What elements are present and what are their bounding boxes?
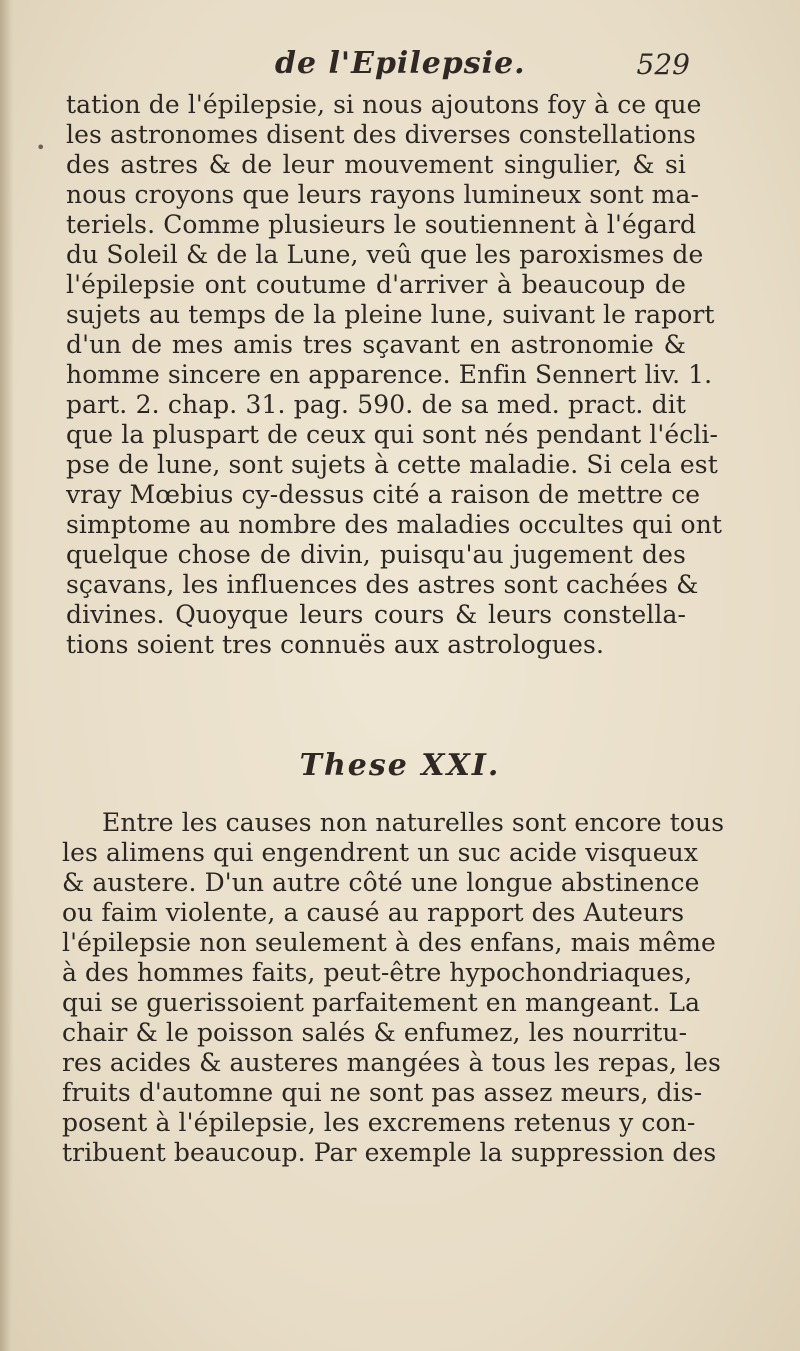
page-header [60, 46, 690, 94]
text-line: d'un de mes amis tres sçavant en astronomie & [66, 330, 686, 359]
text-line: homme sincere en apparence. Enfin Sennert liv. 1. [66, 360, 713, 389]
text-line: posent à l'épilepsie, les excremens retenus y con- [62, 1108, 696, 1137]
text-line: tation de l'épilepsie, si nous ajoutons foy à ce que [66, 90, 702, 119]
page-number: 529 [636, 48, 690, 81]
text-line: ou faim violente, a causé au rapport des Auteurs [62, 898, 685, 927]
paragraph-2 [62, 808, 725, 1168]
text-line: quelque chose de divin, puisqu'au jugement des [66, 540, 686, 569]
text-line: nous croyons que leurs rayons lumineux sont ma- [66, 180, 700, 209]
text-line: l'épilepsie ont coutume d'arriver à beaucoup de [66, 270, 686, 299]
margin-dot: • [36, 138, 46, 157]
text-line: sçavans, les influences des astres sont cachées & [66, 570, 699, 599]
text-line: part. 2. chap. 31. pag. 590. de sa med. pract. dit [66, 390, 686, 419]
text-line: teriels. Comme plusieurs le soutiennent à l'égard [66, 210, 697, 239]
paragraph-1 [66, 90, 723, 660]
text-line: les astronomes disent des diverses constellations [66, 120, 696, 149]
section-heading: These XXI. [299, 748, 501, 783]
text-line: sujets au temps de la pleine lune, suivant le raport [66, 300, 715, 329]
page-gutter-shadow [0, 0, 14, 1351]
text-line: fruits d'automne qui ne sont pas assez meurs, dis- [62, 1078, 703, 1107]
running-title: de l'Epilepsie. [275, 46, 526, 81]
text-line: du Soleil & de la Lune, veû que les paroxismes de [66, 240, 704, 269]
text-line: chair & le poisson salés & enfumez, les nourritu- [62, 1018, 688, 1047]
text-line: tribuent beaucoup. Par exemple la suppression des [62, 1138, 717, 1167]
text-line: pse de lune, sont sujets à cette maladie. Si cela est [66, 450, 718, 479]
text-line: qui se guerissoient parfaitement en mangeant. La [62, 988, 701, 1017]
text-line: que la pluspart de ceux qui sont nés pendant l'écli- [66, 420, 719, 449]
text-line: Entre les causes non naturelles sont encore tous [102, 808, 725, 837]
text-line: & austere. D'un autre côté une longue abstinence [62, 868, 700, 897]
text-line: à des hommes faits, peut-être hypochondriaques, [62, 958, 693, 987]
text-line: vray Mœbius cy-dessus cité a raison de mettre ce [66, 480, 701, 509]
text-line: divines. Quoyque leurs cours & leurs constella- [66, 600, 686, 629]
text-line: des astres & de leur mouvement singulier, & si [66, 150, 686, 179]
text-line: res acides & austeres mangées à tous les repas, les [62, 1048, 721, 1077]
text-line: tions soient tres connuës aux astrologues. [66, 630, 604, 659]
text-line: l'épilepsie non seulement à des enfans, mais même [62, 928, 716, 957]
text-line: simptome au nombre des maladies occultes qui ont [66, 510, 723, 539]
text-line: les alimens qui engendrent un suc acide visqueux [62, 838, 699, 867]
